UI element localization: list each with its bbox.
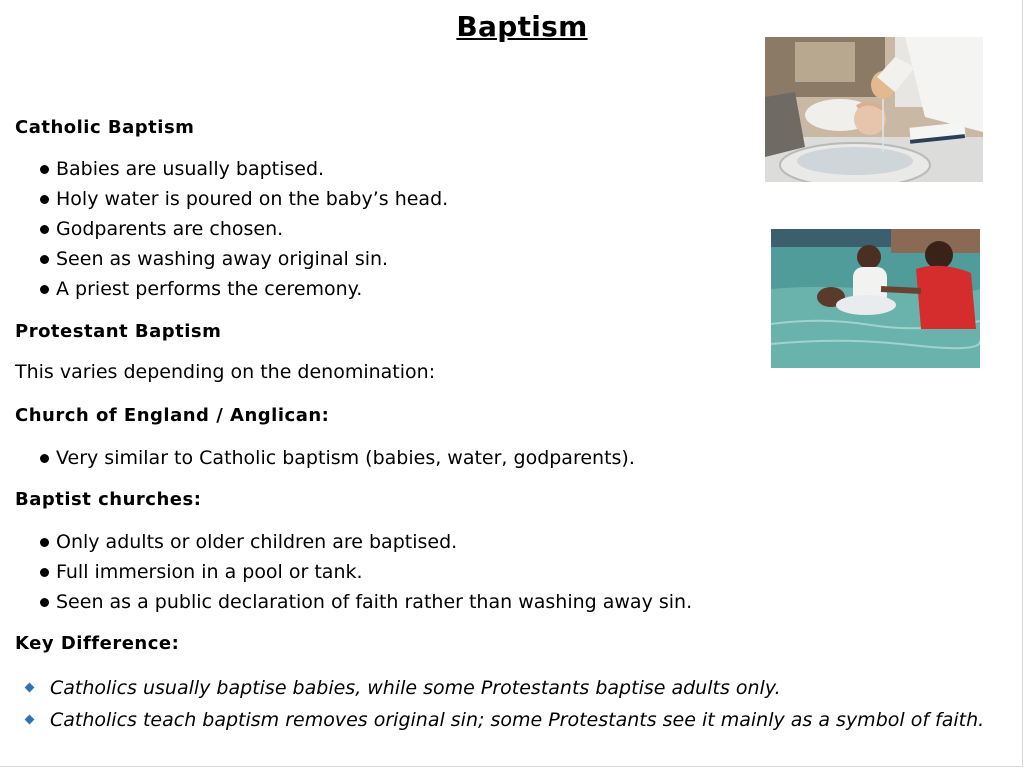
catholic-bullet-list — [38, 154, 448, 304]
bullet-icon — [40, 454, 49, 463]
list-item — [38, 154, 448, 184]
bullet-text: Seen as a public declaration of faith rather than washing away sin. — [56, 591, 693, 613]
list-item — [38, 557, 692, 587]
list-item — [38, 527, 692, 557]
bullet-text: Holy water is poured on the baby’s head. — [56, 188, 449, 210]
list-item — [38, 587, 692, 617]
baptist-bullet-list — [38, 527, 692, 617]
protestant-intro: This varies depending on the denomination: — [15, 361, 436, 383]
anglican-heading: Church of England / Anglican: — [15, 405, 330, 426]
bullet-text: Catholics usually baptise babies, while some Protestants baptise adults only. — [50, 677, 781, 699]
bullet-icon — [40, 165, 49, 174]
bullet-icon — [40, 598, 49, 607]
bullet-icon — [40, 538, 49, 547]
anglican-bullet-list — [38, 443, 635, 473]
list-item — [22, 672, 984, 704]
bullet-icon — [40, 568, 49, 577]
bullet-icon — [40, 195, 49, 204]
catholic-heading: Catholic Baptism — [15, 117, 195, 138]
list-item — [38, 184, 448, 214]
list-item — [22, 704, 984, 736]
diamond-bullet-icon — [25, 683, 35, 693]
list-item — [38, 274, 448, 304]
bullet-icon — [40, 225, 49, 234]
bullet-text: Very similar to Catholic baptism (babies, water, godparents). — [56, 447, 635, 469]
baptist-heading: Baptist churches: — [15, 489, 202, 510]
bullet-text: Only adults or older children are baptised. — [56, 531, 458, 553]
bullet-text: A priest performs the ceremony. — [56, 278, 363, 300]
bullet-text: Full immersion in a pool or tank. — [56, 561, 363, 583]
diamond-bullet-icon — [25, 715, 35, 725]
bullet-icon — [40, 255, 49, 264]
list-item — [38, 244, 448, 274]
key-difference-list — [22, 672, 984, 736]
infant-baptism-photo — [765, 37, 983, 182]
immersion-baptism-photo — [771, 229, 980, 368]
list-item — [38, 214, 448, 244]
bullet-text: Catholics teach baptism removes original sin; some Protestants see it mainly as a symbol of faith. — [50, 709, 985, 731]
page-title: Baptism — [456, 10, 588, 43]
bullet-icon — [40, 285, 49, 294]
protestant-heading: Protestant Baptism — [15, 321, 222, 342]
bullet-text: Babies are usually baptised. — [56, 158, 325, 180]
key-difference-heading: Key Difference: — [15, 633, 180, 654]
bullet-text: Seen as washing away original sin. — [56, 248, 389, 270]
list-item — [38, 443, 635, 473]
bullet-text: Godparents are chosen. — [56, 218, 284, 240]
